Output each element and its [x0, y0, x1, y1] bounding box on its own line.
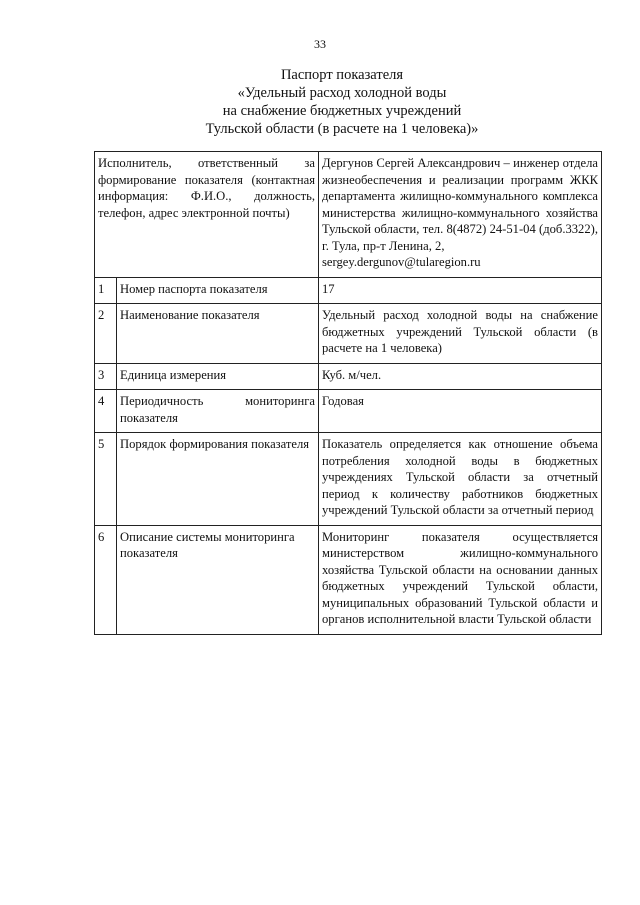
- row-value: Годовая: [319, 390, 602, 433]
- performer-contact: Дергунов Сергей Александрович – инженер отдела жизнеобеспечения и реализации программ ЖКК департамента жилищно-коммунального комплекса министерства жилищно-коммунального хозяйства Тульской области, тел. 8(4872) 24-51-04 (доб.3322), г. Тула, пр-т Ленина, 2,: [322, 156, 598, 253]
- row-label: Единица измерения: [117, 363, 319, 390]
- row-number: 3: [95, 363, 117, 390]
- row-value: Мониторинг показателя осуществляется министерством жилищно-коммунального хозяйства Тульской области на основании данных бюджетных учреждений Тульской области, муниципальных образований Тульской области и органов исполнительной власти Тульской области: [319, 525, 602, 634]
- row-label: Порядок формирования показателя: [117, 433, 319, 526]
- row-label: Описание системы мониторинга показателя: [117, 525, 319, 634]
- row-value: Куб. м/чел.: [319, 363, 602, 390]
- performer-value: [319, 152, 602, 278]
- table-row: [95, 304, 602, 364]
- row-value: 17: [319, 277, 602, 304]
- row-label: Номер паспорта показателя: [117, 277, 319, 304]
- row-label: Периодичность мониторинга показателя: [117, 390, 319, 433]
- row-value: Показатель определяется как отношение объема потребления холодной воды в бюджетных учреждениях Тульской области за отчетный период к количеству работников бюджетных учреждений Тульской области за отчетный период: [319, 433, 602, 526]
- row-number: 6: [95, 525, 117, 634]
- table-row: [95, 363, 602, 390]
- row-number: 2: [95, 304, 117, 364]
- table-row: [95, 433, 602, 526]
- table-row: [95, 277, 602, 304]
- row-number: 1: [95, 277, 117, 304]
- page-number: 33: [314, 37, 326, 51]
- title-line-2: «Удельный расход холодной воды: [237, 85, 447, 101]
- performer-email: sergey.dergunov@tularegion.ru: [322, 255, 481, 269]
- title-line-3: на снабжение бюджетных учреждений: [222, 103, 462, 119]
- row-value: Удельный расход холодной воды на снабжение бюджетных учреждений Тульской области (в расчете на 1 человека): [319, 304, 602, 364]
- title-line-4: Тульской области (в расчете на 1 человека)»: [205, 121, 479, 137]
- row-number: 4: [95, 390, 117, 433]
- title-line-1: Паспорт показателя: [280, 67, 404, 83]
- passport-table: [94, 151, 602, 635]
- performer-label: Исполнитель, ответственный за формирование показателя (контактная информация: Ф.И.О., должность, телефон, адрес электронной почты): [95, 152, 319, 278]
- document-title: [90, 66, 594, 138]
- row-label: Наименование показателя: [117, 304, 319, 364]
- table-row: [95, 390, 602, 433]
- row-number: 5: [95, 433, 117, 526]
- table-row: [95, 525, 602, 634]
- performer-row: [95, 152, 602, 278]
